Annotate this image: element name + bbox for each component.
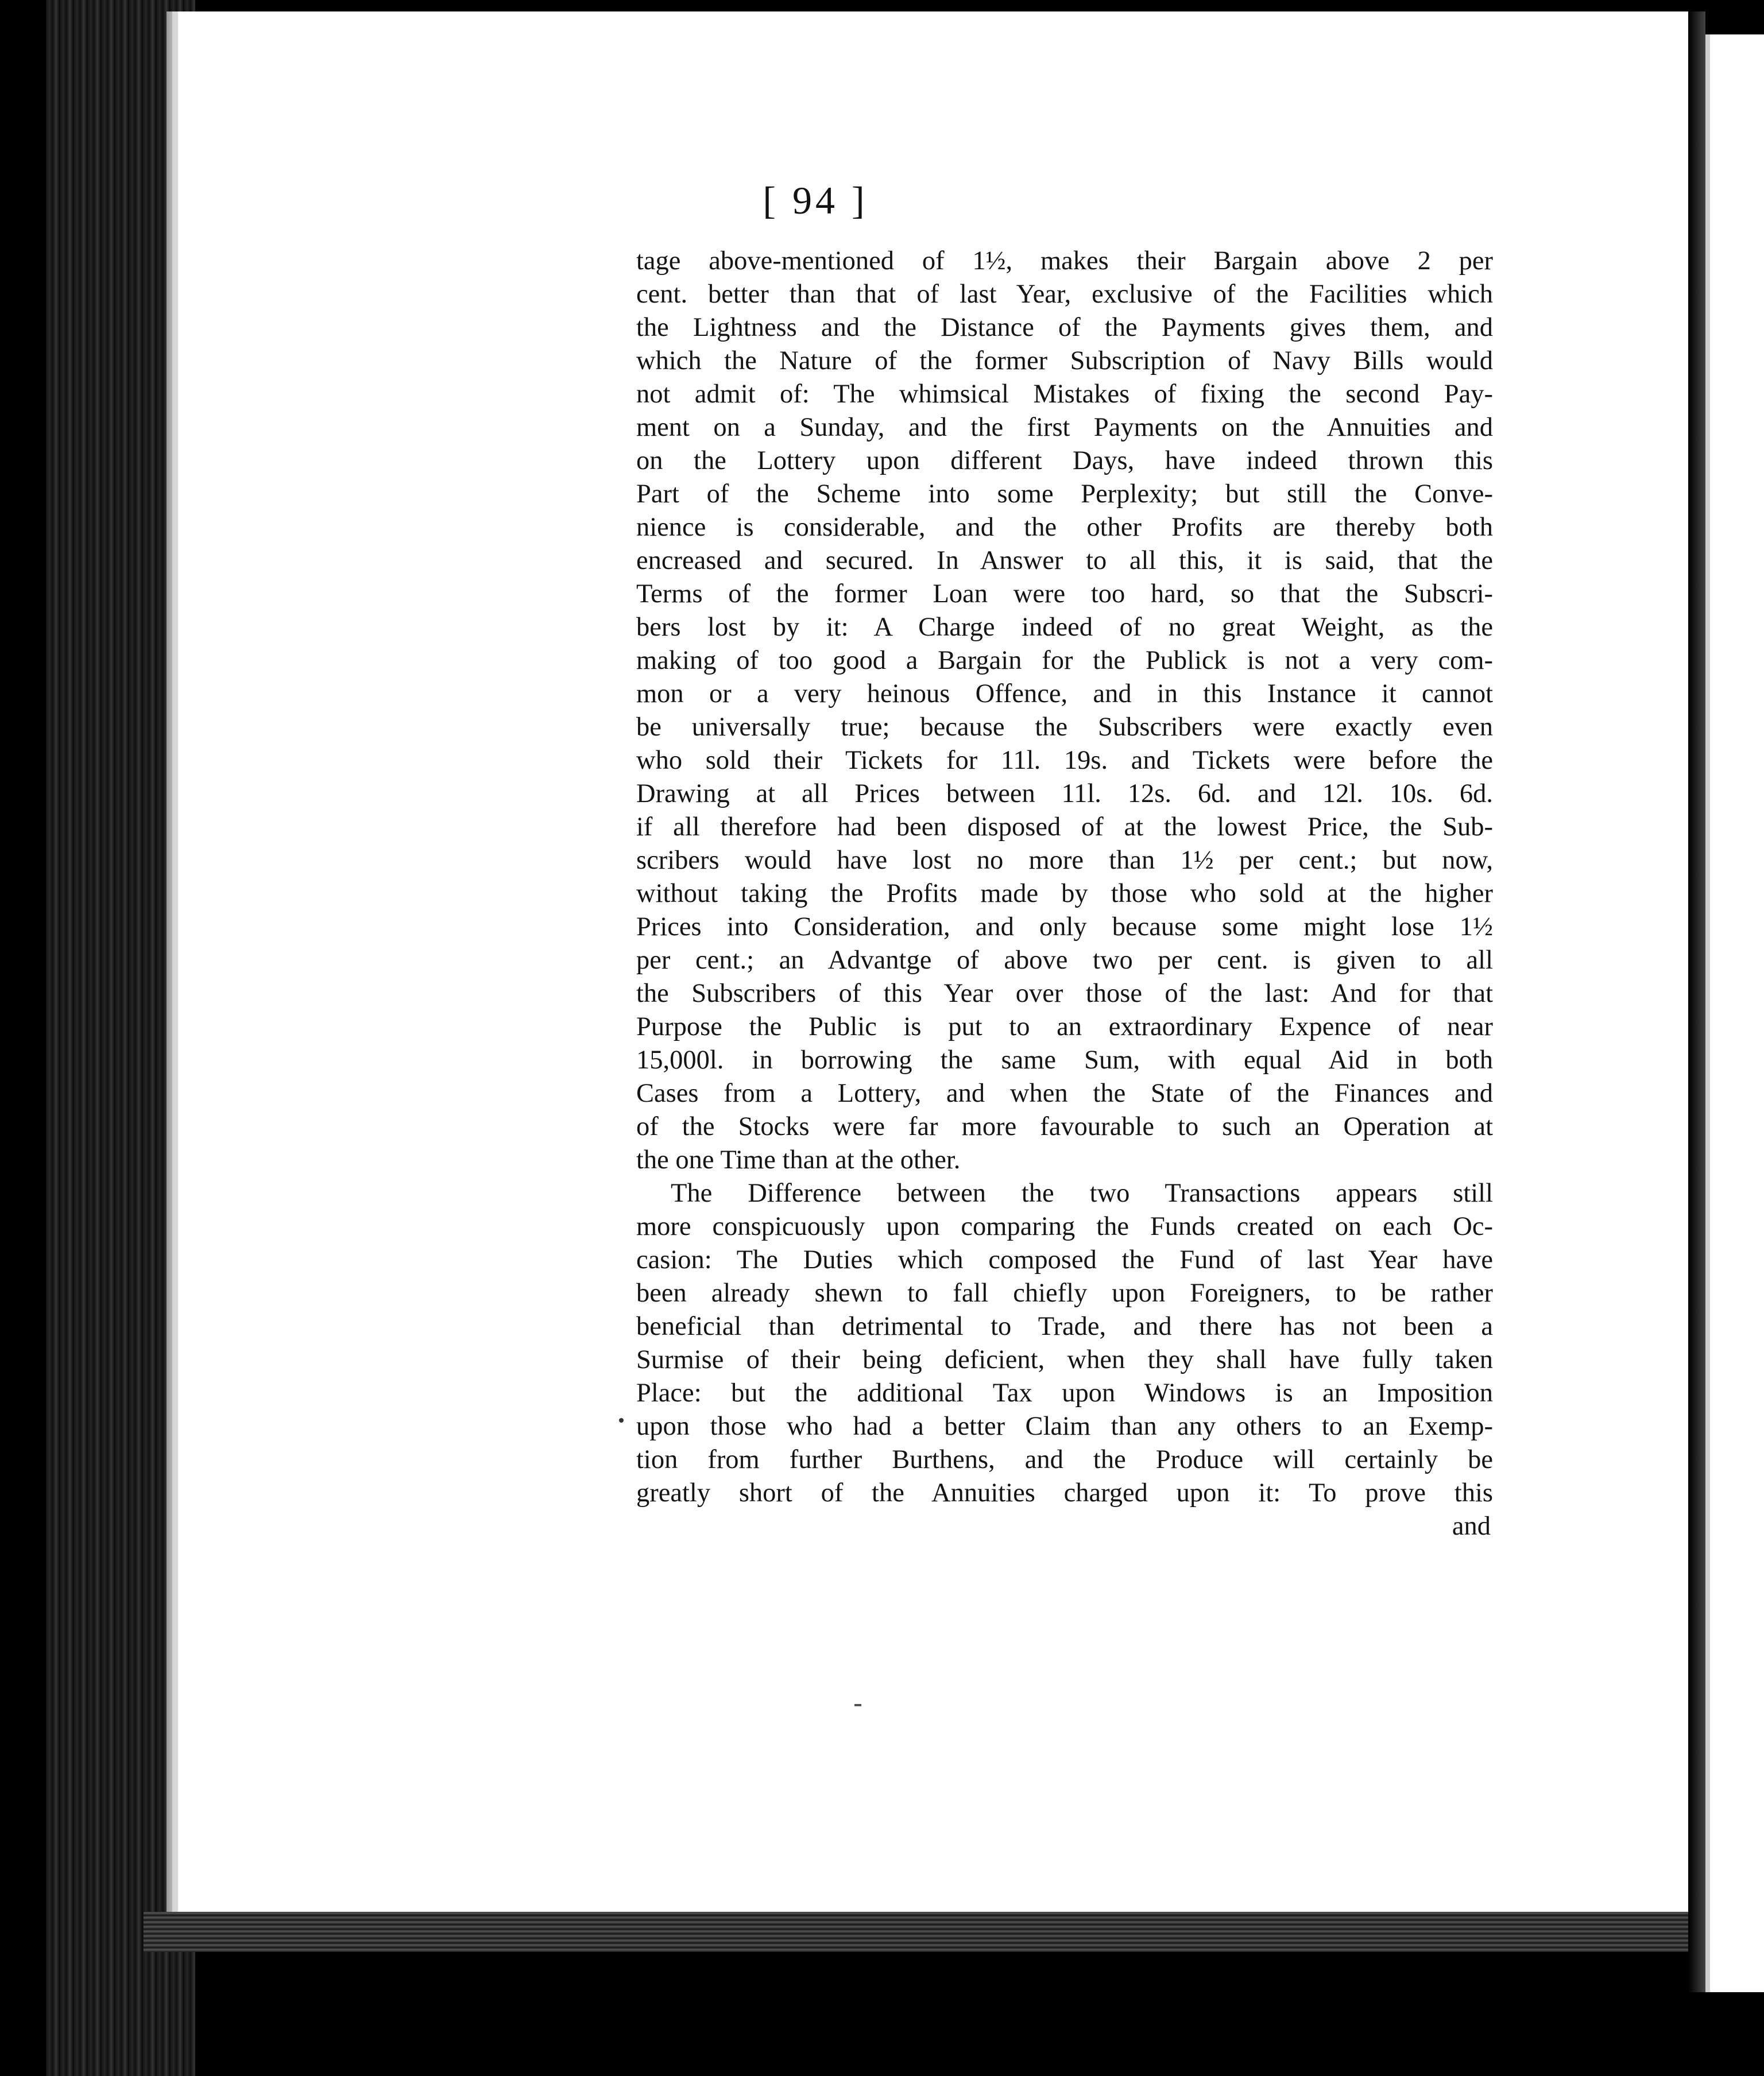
text-line: Surmise of their being deficient, when they shall have fully taken: [636, 1345, 1493, 1374]
page-bottom-edge: [144, 1912, 1717, 1952]
text-line: Part of the Scheme into some Perplexity; but still the Conve-: [636, 479, 1493, 509]
text-line: who sold their Tickets for 11l. 19s. and Tickets were before the: [636, 746, 1493, 775]
text-line: Cases from a Lottery, and when the State of the Finances and: [636, 1079, 1493, 1108]
ink-speck: [854, 1704, 861, 1706]
text-line: 15,000l. in borrowing the same Sum, with equal Aid in both: [636, 1045, 1493, 1075]
text-line: without taking the Profits made by those who sold at the higher: [636, 879, 1493, 908]
text-line: the Subscribers of this Year over those of the last: And for that: [636, 979, 1493, 1008]
ink-speck: [619, 1418, 624, 1423]
facing-page-strip: [1705, 34, 1764, 1992]
text-line: not admit of: The whimsical Mistakes of fixing the second Pay-: [636, 379, 1493, 409]
text-line: on the Lottery upon different Days, have indeed thrown this: [636, 446, 1493, 475]
text-line: if all therefore had been disposed of at the lowest Price, the Sub-: [636, 812, 1493, 842]
text-line: of the Stocks were far more favourable to such an Operation at: [636, 1112, 1493, 1141]
body-text: [636, 245, 1493, 1543]
text-line: Drawing at all Prices between 11l. 12s. 6d. and 12l. 10s. 6d.: [636, 779, 1493, 808]
page-number: [ 94 ]: [763, 179, 868, 222]
text-line: making of too good a Bargain for the Publick is not a very com-: [636, 646, 1493, 675]
text-line: more conspicuously upon comparing the Funds created on each Oc-: [636, 1212, 1493, 1241]
text-line: the Lightness and the Distance of the Payments gives them, and: [636, 313, 1493, 342]
facing-page-gutter: [1688, 11, 1705, 1992]
paragraph-last-line: the one Time than at the other.: [636, 1145, 961, 1175]
text-line: casion: The Duties which composed the Fund of last Year have: [636, 1245, 1493, 1275]
text-line: cent. better than that of last Year, exclusive of the Facilities which: [636, 280, 1493, 309]
text-line: greatly short of the Annuities charged upon it: To prove this: [636, 1478, 1493, 1508]
text-line: Prices into Consideration, and only because some might lose 1½: [636, 912, 1493, 942]
text-line: tage above-mentioned of 1½, makes their Bargain above 2 per: [636, 246, 1493, 276]
text-line: per cent.; an Advantge of above two per cent. is given to all: [636, 946, 1493, 975]
text-line: bers lost by it: A Charge indeed of no great Weight, as the: [636, 613, 1493, 642]
text-line: be universally true; because the Subscribers were exactly even: [636, 712, 1493, 742]
catchword: and: [1452, 1512, 1491, 1541]
text-line: scribers would have lost no more than 1½ per cent.; but now,: [636, 846, 1493, 875]
text-line: nience is considerable, and the other Profits are thereby both: [636, 513, 1493, 542]
paragraph-first-line: The Difference between the two Transactions appears still: [671, 1179, 1493, 1208]
text-line: mon or a very heinous Offence, and in this Instance it cannot: [636, 679, 1493, 708]
text-line: ment on a Sunday, and the first Payments on the Annuities and: [636, 413, 1493, 442]
text-line: been already shewn to fall chiefly upon Foreigners, to be rather: [636, 1279, 1493, 1308]
text-line: encreased and secured. In Answer to all this, it is said, that the: [636, 546, 1493, 575]
text-line: upon those who had a better Claim than any others to an Exemp-: [636, 1412, 1493, 1441]
text-line: Terms of the former Loan were too hard, so that the Subscri-: [636, 579, 1493, 609]
text-line: beneficial than detrimental to Trade, and there has not been a: [636, 1312, 1493, 1341]
text-line: which the Nature of the former Subscription of Navy Bills would: [636, 346, 1493, 375]
text-line: tion from further Burthens, and the Produce will certainly be: [636, 1445, 1493, 1474]
text-line: Place: but the additional Tax upon Windows is an Imposition: [636, 1378, 1493, 1408]
text-line: Purpose the Public is put to an extraordinary Expence of near: [636, 1012, 1493, 1041]
